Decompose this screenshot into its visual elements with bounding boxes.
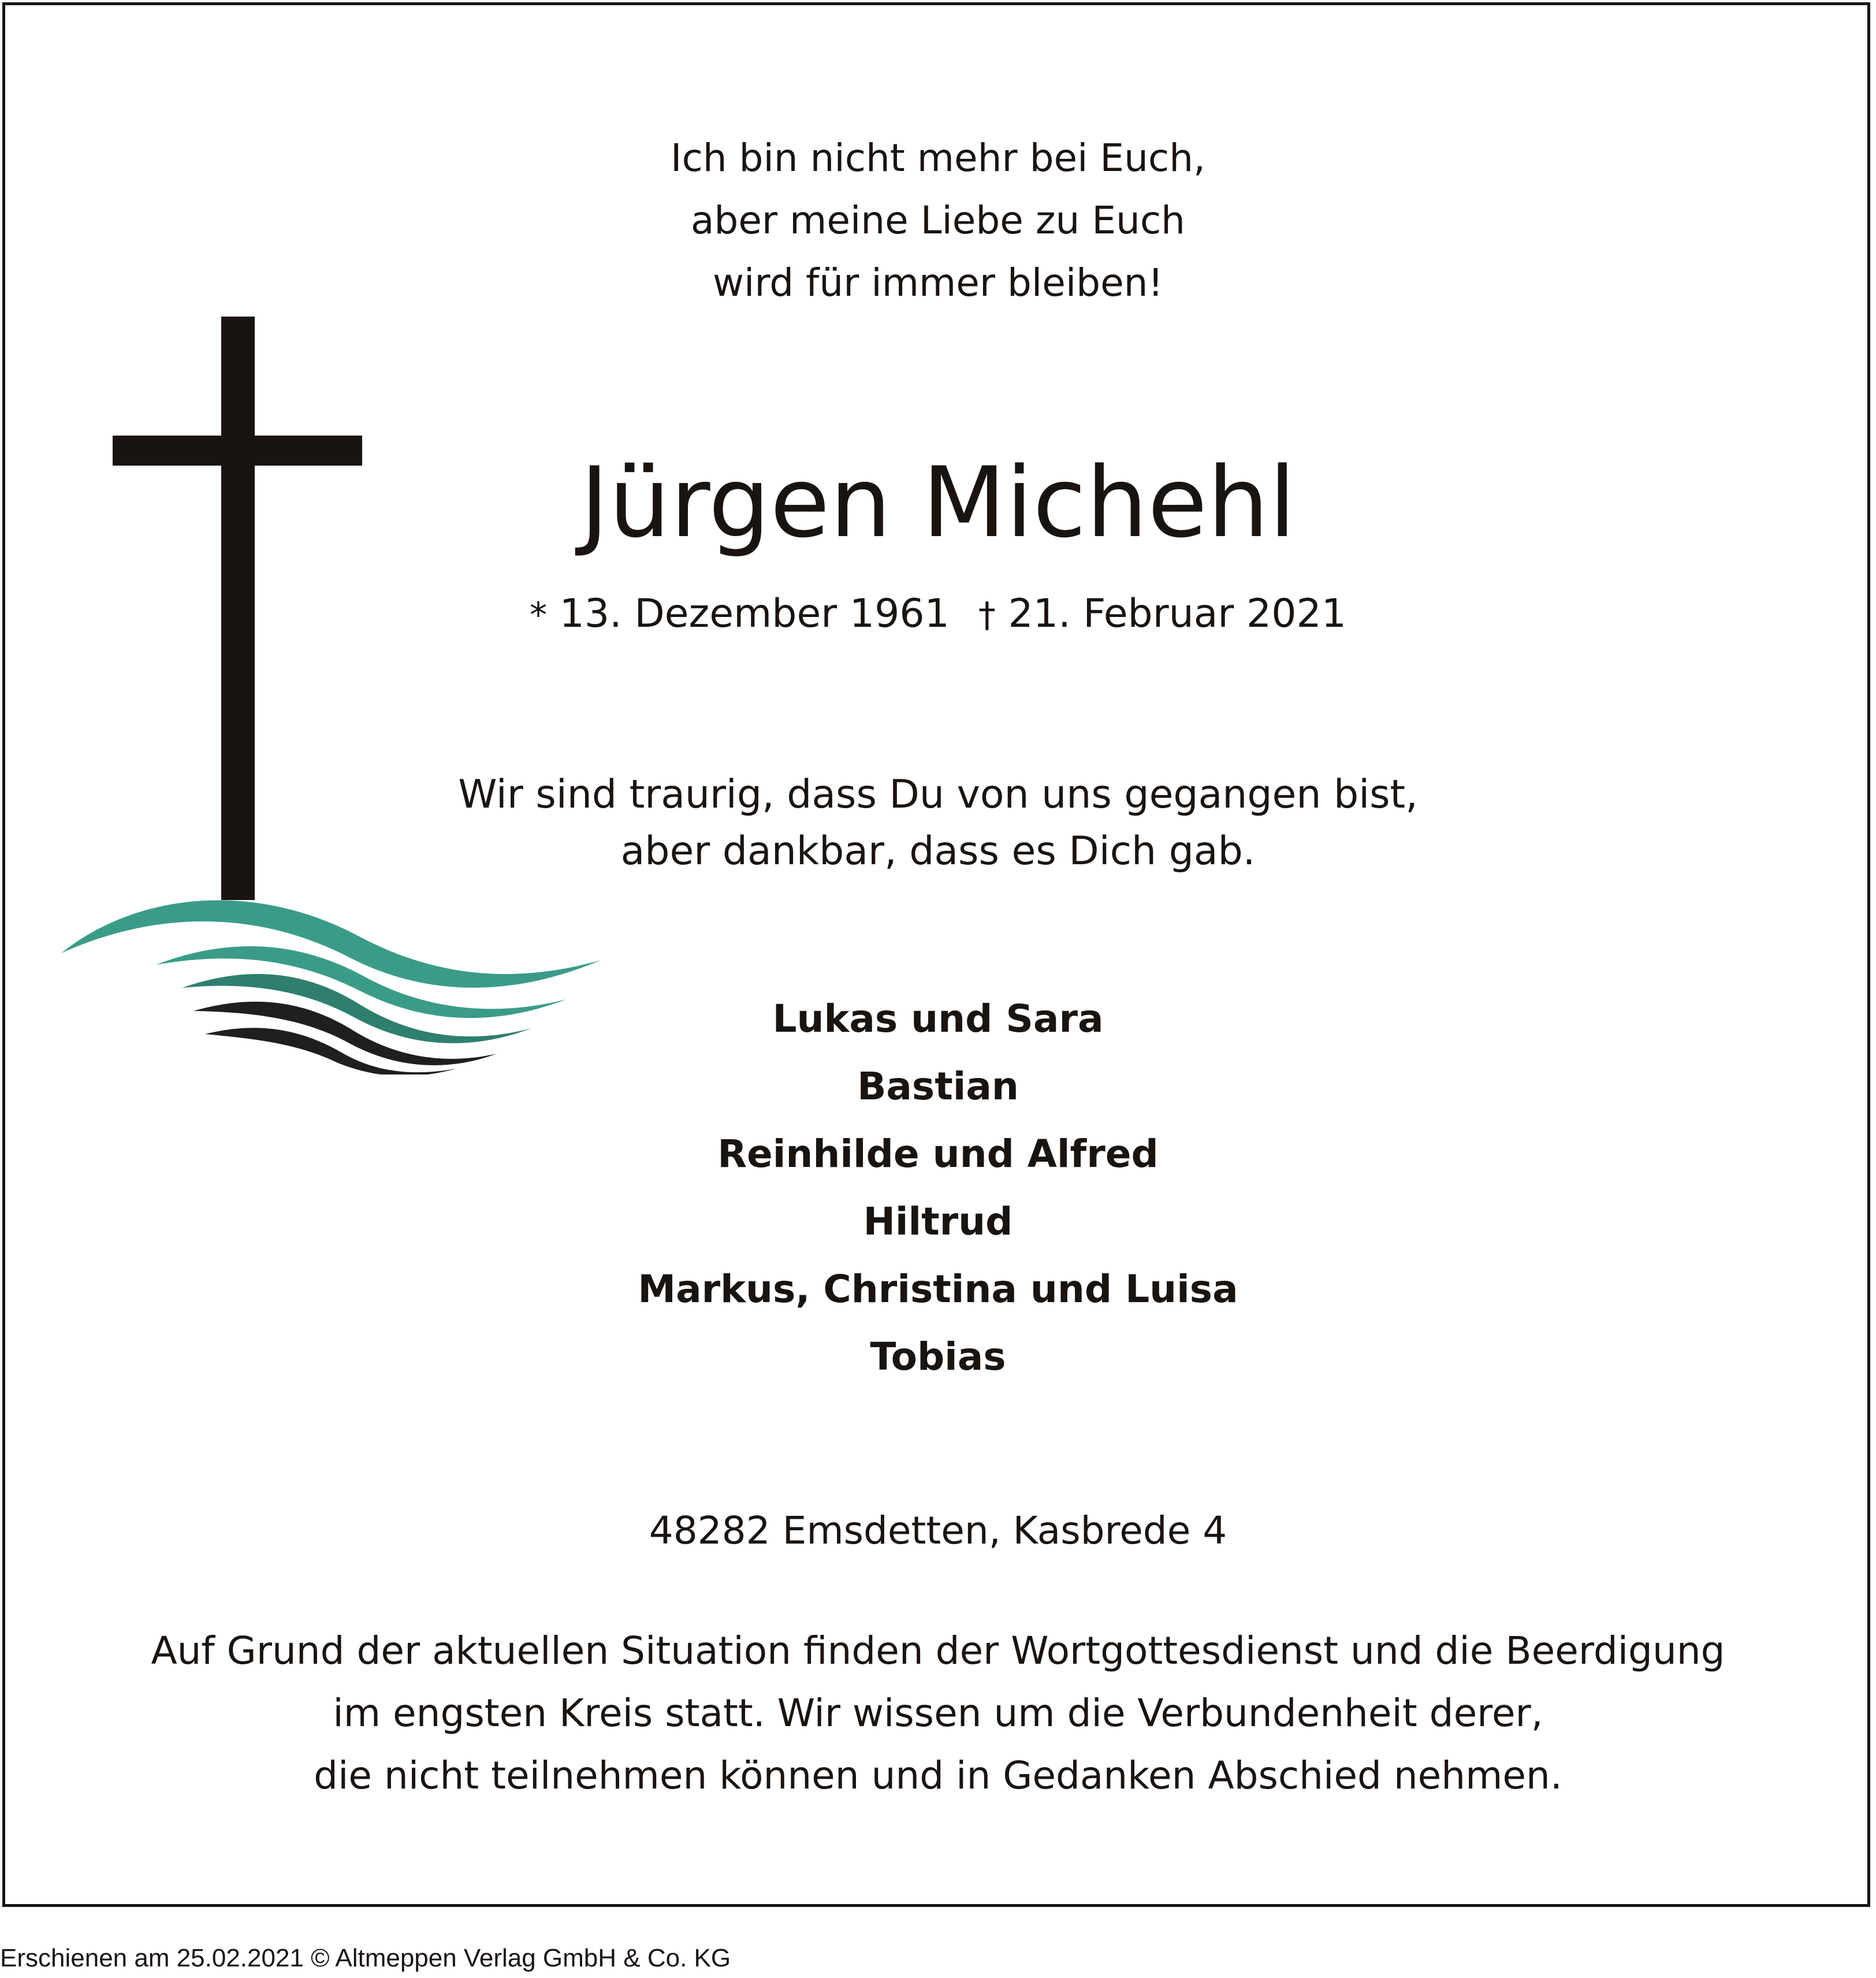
family-member: Bastian: [857, 1064, 1019, 1109]
cross-with-waves-icon: [58, 312, 606, 1074]
birth-symbol: *: [529, 595, 547, 635]
poem-line: Ich bin nicht mehr bei Euch,: [670, 136, 1206, 180]
funeral-notice: [0, 1620, 1876, 1807]
family-member: Hiltrud: [863, 1199, 1013, 1244]
grief-line: Wir sind traurig, dass Du von uns gegangen bist,: [458, 772, 1418, 817]
family-member: Reinhilde und Alfred: [717, 1132, 1159, 1176]
family-member: Lukas und Sara: [772, 997, 1104, 1041]
notice-line: im engsten Kreis statt. Wir wissen um die Verbundenheit derer,: [333, 1691, 1543, 1735]
family-member: Markus, Christina und Luisa: [638, 1267, 1238, 1311]
deceased-name: Jürgen Michehl: [580, 446, 1296, 559]
birth-date: 13. Dezember 1961: [559, 591, 950, 637]
poem: [0, 127, 1876, 314]
grief-line: aber dankbar, dass es Dich gab.: [620, 828, 1256, 874]
notice-line: die nicht teilnehmen können und in Gedanken Abschied nehmen.: [314, 1753, 1562, 1798]
poem-line: aber meine Liebe zu Euch: [690, 198, 1185, 243]
address: 48282 Emsdetten, Kasbrede 4: [649, 1508, 1227, 1553]
death-symbol: †: [978, 595, 996, 635]
family-list: [0, 985, 1876, 1390]
life-dates: [0, 582, 1876, 647]
death-date: 21. Februar 2021: [1008, 591, 1347, 637]
poem-line: wird für immer bleiben!: [713, 261, 1163, 305]
family-member: Tobias: [870, 1334, 1006, 1379]
publication-footer: Erschienen am 25.02.2021 © Altmeppen Verlag GmbH & Co. KG: [0, 1944, 731, 1972]
notice-line: Auf Grund der aktuellen Situation finden der Wortgottesdienst und die Beerdigung: [151, 1628, 1725, 1673]
grief-text: [0, 767, 1876, 880]
